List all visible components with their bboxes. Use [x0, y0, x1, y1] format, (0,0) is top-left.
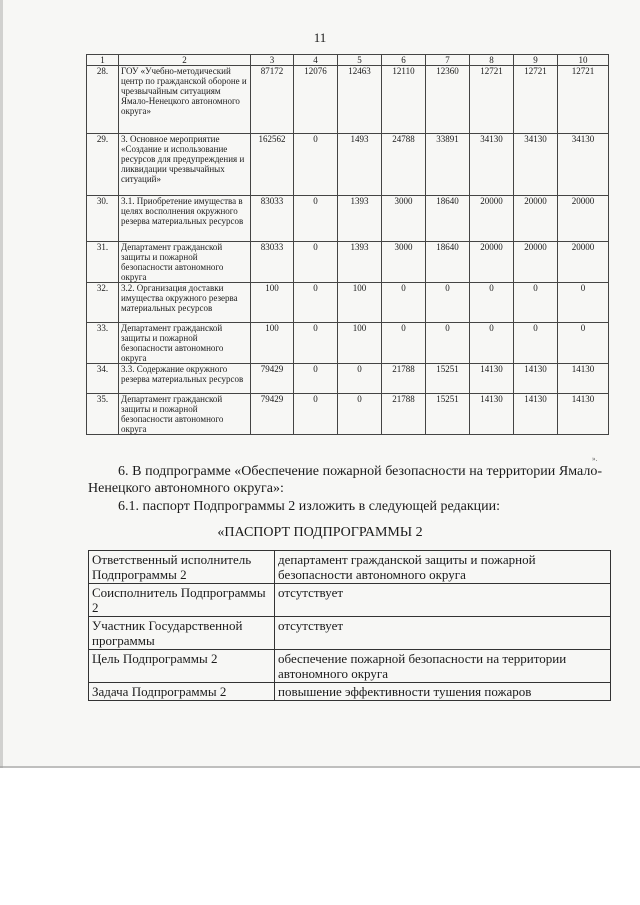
- value-cell: 87172: [251, 66, 294, 134]
- table-header-row: [87, 55, 609, 66]
- value-cell: 1393: [338, 196, 382, 242]
- value-cell: 0: [338, 394, 382, 435]
- value-cell: 14130: [558, 394, 609, 435]
- header-cell: 4: [294, 55, 338, 66]
- value-cell: 12721: [558, 66, 609, 134]
- value-cell: 0: [338, 364, 382, 394]
- row-number-cell: 33.: [87, 323, 119, 364]
- value-cell: 0: [382, 283, 426, 323]
- row-number-cell: 30.: [87, 196, 119, 242]
- scan-edge: [0, 0, 3, 768]
- row-number-cell: 32.: [87, 283, 119, 323]
- value-cell: 79429: [251, 394, 294, 435]
- row-number-cell: 34.: [87, 364, 119, 394]
- passport-value: департамент гражданской защиты и пожарной безопасности автономного округа: [275, 551, 611, 584]
- passport-row: [89, 584, 611, 617]
- value-cell: 83033: [251, 242, 294, 283]
- value-cell: 0: [294, 394, 338, 435]
- value-cell: 12721: [514, 66, 558, 134]
- header-cell: 1: [87, 55, 119, 66]
- table-row: [87, 134, 609, 196]
- value-cell: 33891: [426, 134, 470, 196]
- value-cell: 0: [470, 323, 514, 364]
- passport-title: «ПАСПОРТ ПОДПРОГРАММЫ 2: [217, 525, 423, 540]
- passport-value: обеспечение пожарной безопасности на территории автономного округа: [275, 650, 611, 683]
- value-cell: 12110: [382, 66, 426, 134]
- table-row: [87, 364, 609, 394]
- value-cell: 100: [251, 283, 294, 323]
- value-cell: 0: [558, 323, 609, 364]
- header-cell: 8: [470, 55, 514, 66]
- value-cell: 15251: [426, 394, 470, 435]
- row-name-cell: Департамент гражданской защиты и пожарной безопасности автономного округа: [119, 323, 251, 364]
- value-cell: 162562: [251, 134, 294, 196]
- header-cell: 10: [558, 55, 609, 66]
- passport-label: Участник Государственной программы: [89, 617, 275, 650]
- value-cell: 21788: [382, 364, 426, 394]
- row-number-cell: 29.: [87, 134, 119, 196]
- value-cell: 18640: [426, 242, 470, 283]
- value-cell: 12076: [294, 66, 338, 134]
- header-cell: 5: [338, 55, 382, 66]
- value-cell: 20000: [470, 242, 514, 283]
- header-cell: 2: [119, 55, 251, 66]
- row-name-cell: 3.1. Приобретение имущества в целях восполнения окружного резерва материальных ресурсов: [119, 196, 251, 242]
- value-cell: 0: [294, 196, 338, 242]
- row-name-cell: 3.3. Содержание окружного резерва материальных ресурсов: [119, 364, 251, 394]
- header-cell: 3: [251, 55, 294, 66]
- value-cell: 0: [382, 323, 426, 364]
- value-cell: 0: [294, 323, 338, 364]
- row-name-cell: ГОУ «Учебно-методический центр по гражданской обороне и чрезвычайным ситуациям Ямало-Ненецкого автономного округа»: [119, 66, 251, 134]
- passport-row: [89, 617, 611, 650]
- value-cell: 0: [558, 283, 609, 323]
- table-row: [87, 196, 609, 242]
- value-cell: 34130: [470, 134, 514, 196]
- value-cell: 14130: [514, 394, 558, 435]
- row-name-cell: 3. Основное мероприятие «Создание и использование ресурсов для предупреждения и ликвидации чрезвычайных ситуаций»: [119, 134, 251, 196]
- row-name-cell: Департамент гражданской защиты и пожарной безопасности автономного округа: [119, 242, 251, 283]
- value-cell: 3000: [382, 242, 426, 283]
- value-cell: 34130: [514, 134, 558, 196]
- row-number-cell: 31.: [87, 242, 119, 283]
- table-row: [87, 323, 609, 364]
- value-cell: 1393: [338, 242, 382, 283]
- value-cell: 12463: [338, 66, 382, 134]
- value-cell: 0: [294, 283, 338, 323]
- passport-label: Цель Подпрограммы 2: [89, 650, 275, 683]
- header-cell: 7: [426, 55, 470, 66]
- passport-value: отсутствует: [275, 584, 611, 617]
- header-cell: 6: [382, 55, 426, 66]
- header-cell: 9: [514, 55, 558, 66]
- value-cell: 21788: [382, 394, 426, 435]
- passport-label: Задача Подпрограммы 2: [89, 683, 275, 701]
- page-bottom-edge: [0, 766, 640, 768]
- value-cell: 0: [426, 323, 470, 364]
- value-cell: 20000: [558, 242, 609, 283]
- table-row: [87, 283, 609, 323]
- page-number: 11: [313, 30, 327, 45]
- funding-table: [86, 54, 609, 435]
- value-cell: 12360: [426, 66, 470, 134]
- table-row: [87, 66, 609, 134]
- value-cell: 0: [294, 134, 338, 196]
- passport-value: повышение эффективности тушения пожаров: [275, 683, 611, 701]
- passport-label: Соисполнитель Подпрограммы 2: [89, 584, 275, 617]
- table-end-mark: ».: [592, 455, 598, 463]
- value-cell: 83033: [251, 196, 294, 242]
- passport-table: [88, 550, 611, 701]
- passport-value: отсутствует: [275, 617, 611, 650]
- value-cell: 20000: [514, 196, 558, 242]
- passport-row: [89, 683, 611, 701]
- table-row: [87, 394, 609, 435]
- value-cell: 0: [514, 323, 558, 364]
- value-cell: 79429: [251, 364, 294, 394]
- value-cell: 0: [426, 283, 470, 323]
- value-cell: 14130: [470, 364, 514, 394]
- value-cell: 12721: [470, 66, 514, 134]
- value-cell: 100: [251, 323, 294, 364]
- row-number-cell: 35.: [87, 394, 119, 435]
- paragraph-subprogram-6: 6. В подпрограмме «Обеспечение пожарной безопасности на территории Ямало-Ненецкого автономного округа»:: [88, 464, 602, 496]
- paragraph-passport-6-1: 6.1. паспорт Подпрограммы 2 изложить в следующей редакции:: [118, 499, 501, 514]
- value-cell: 3000: [382, 196, 426, 242]
- value-cell: 1493: [338, 134, 382, 196]
- value-cell: 100: [338, 283, 382, 323]
- value-cell: 14130: [514, 364, 558, 394]
- value-cell: 34130: [558, 134, 609, 196]
- value-cell: 14130: [470, 394, 514, 435]
- passport-label: Ответственный исполнитель Подпрограммы 2: [89, 551, 275, 584]
- passport-row: [89, 551, 611, 584]
- row-name-cell: 3.2. Организация доставки имущества окружного резерва материальных ресурсов: [119, 283, 251, 323]
- passport-row: [89, 650, 611, 683]
- value-cell: 20000: [470, 196, 514, 242]
- value-cell: 0: [294, 364, 338, 394]
- row-number-cell: 28.: [87, 66, 119, 134]
- table-row: [87, 242, 609, 283]
- value-cell: 15251: [426, 364, 470, 394]
- value-cell: 18640: [426, 196, 470, 242]
- value-cell: 20000: [514, 242, 558, 283]
- value-cell: 0: [294, 242, 338, 283]
- row-name-cell: Департамент гражданской защиты и пожарной безопасности автономного округа: [119, 394, 251, 435]
- value-cell: 100: [338, 323, 382, 364]
- value-cell: 20000: [558, 196, 609, 242]
- value-cell: 14130: [558, 364, 609, 394]
- value-cell: 24788: [382, 134, 426, 196]
- value-cell: 0: [470, 283, 514, 323]
- value-cell: 0: [514, 283, 558, 323]
